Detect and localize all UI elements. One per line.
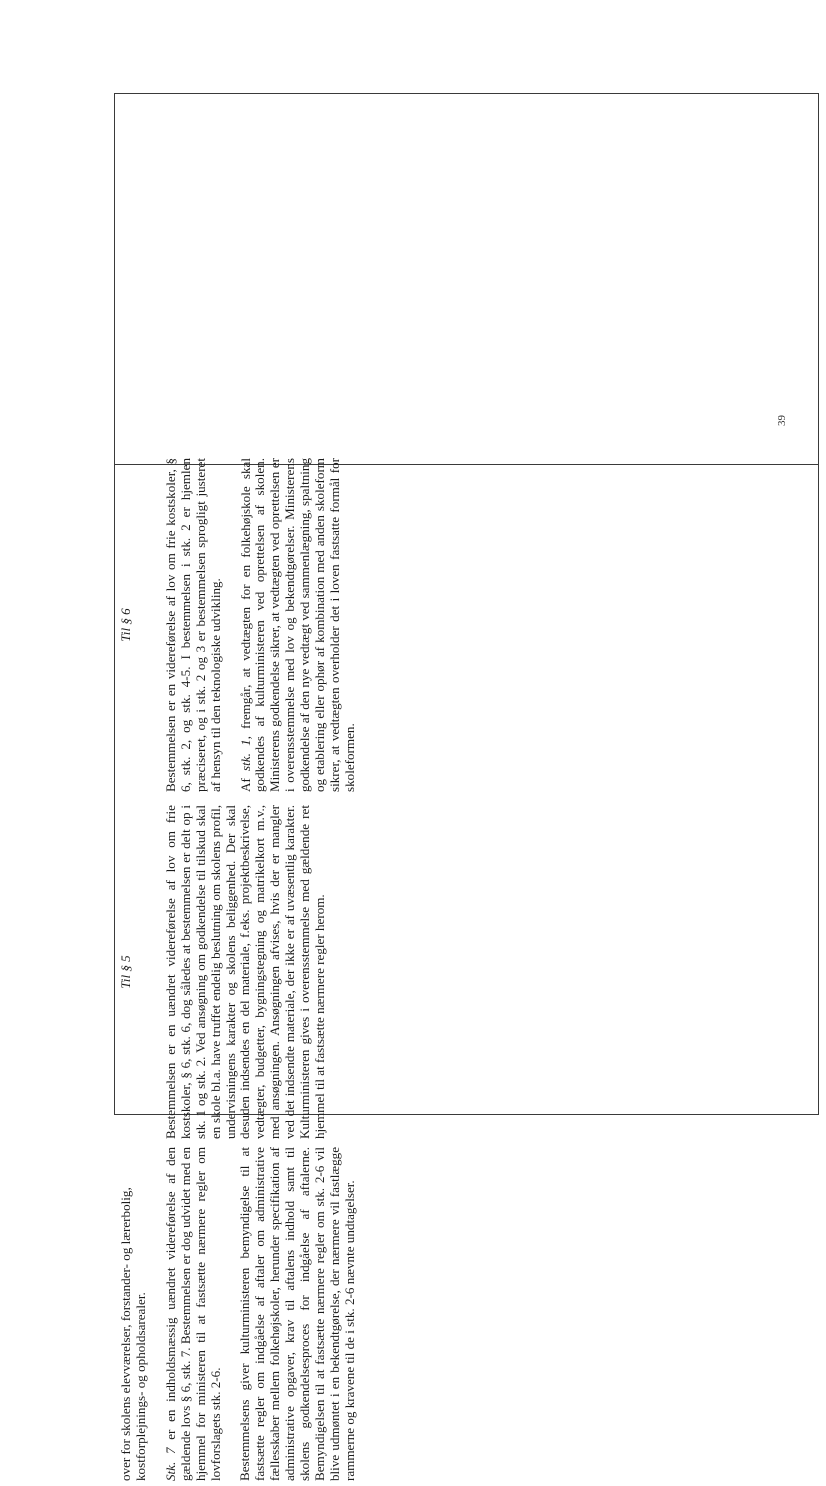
paragraph-section-5: Bestemmelsen er en uændret videreførelse af lov om frie kostskoler, § 6, stk. 6, dog således at bestemmelsen er delt op i stk. 1 og stk. 2. Ved ansøgning om godkendelse til tilskud skal en skole bl.a. have truffet endelig beslutning om skolens profil, undervisningens karakter og skolens beliggenhed. Der skal desuden indsendes en del materiale, f.eks. projektbeskrivelse, vedtægter, budgetter, bygningstegning og matrikelkort m.v., med ansøgningen. Ansøgningen afvises, hvis der er mangler ved det indsendte materiale, der ikke er af uvæsentlig karakter. Kulturministeren gives i overensstemmelse med gældende ret hjemmel til at fastsætte nærmere regler herom. — [162, 805, 327, 1139]
text-block-2 — [119, 805, 328, 1139]
paragraph-continuation: over for skolens elevværelser, forstander- og lærerbolig, kostforplejnings- og opholdsarealer. — [118, 1187, 148, 1481]
paragraph-text: er en indholdsmæssig uændret videreførelse af den gældende lovs § 6, stk. 7. Bestemmelsen er dog udvidet med en hjemmel for ministeren til at fastsætte nærmere regler om lovforslagets stk. 2-6. — [162, 1147, 223, 1481]
section-heading-5: Til § 5 — [118, 955, 133, 989]
text-block-3 — [119, 458, 358, 792]
stk-label: Stk. 7 — [162, 1447, 178, 1481]
paragraph-bemyndigelse: Bestemmelsens giver kulturministeren bemyndigelse til at fastsætte regler om indgåelse af aftaler om administrative fællesskaber mellem folkehøjskoler, herunder specifikation af administrative opgaver, krav til aftalens indhold samt til skolens godkendelsesproces for indgåelse af aftalerne. Bemyndigelsen til at fastsætte nærmere regler om stk. 2-6 vil blive udmøntet i en bekendtgørelse, der nærmere vil fastlægge rammerne og kravene til de i stk. 2-6 nævnte undtagelser. — [237, 1147, 357, 1481]
paragraph-stk7 — [164, 1147, 224, 1481]
text-block-1 — [119, 1147, 358, 1481]
page-number: 39 — [776, 415, 788, 426]
stk-label: stk. 1, — [237, 736, 253, 771]
section-heading-6: Til § 6 — [118, 608, 133, 642]
paragraph-stk1: Af stk. 1, fremgår, at vedtægten for en folkehøjskole skal godkendes af kulturministeren ved oprettelsen af skolen. Ministerens godkendelse sikrer, at vedtægten ved oprettelsen er i overensstemmelse med lov og bekendtgørelser. Ministerens godkendelse af den nye vedtægt ved sammenlægning, spaltning og etablering eller ophør af kombination med anden skoleform sikrer, at vedtægten overholder det i loven fastsatte formål for skoleformen. — [237, 458, 357, 792]
rotated-text-column — [115, 458, 465, 1486]
paragraph-section-6: Bestemmelsen er en videreførelse af lov om frie kostskoler, § 6, stk. 2, og stk. 4-5. I bestemmelsen i stk. 2 er hjemlen præciseret, og i stk. 2 og 3 er bestemmelsen sprogligt justeret af hensyn til den teknologiske udvikling. — [162, 458, 223, 792]
